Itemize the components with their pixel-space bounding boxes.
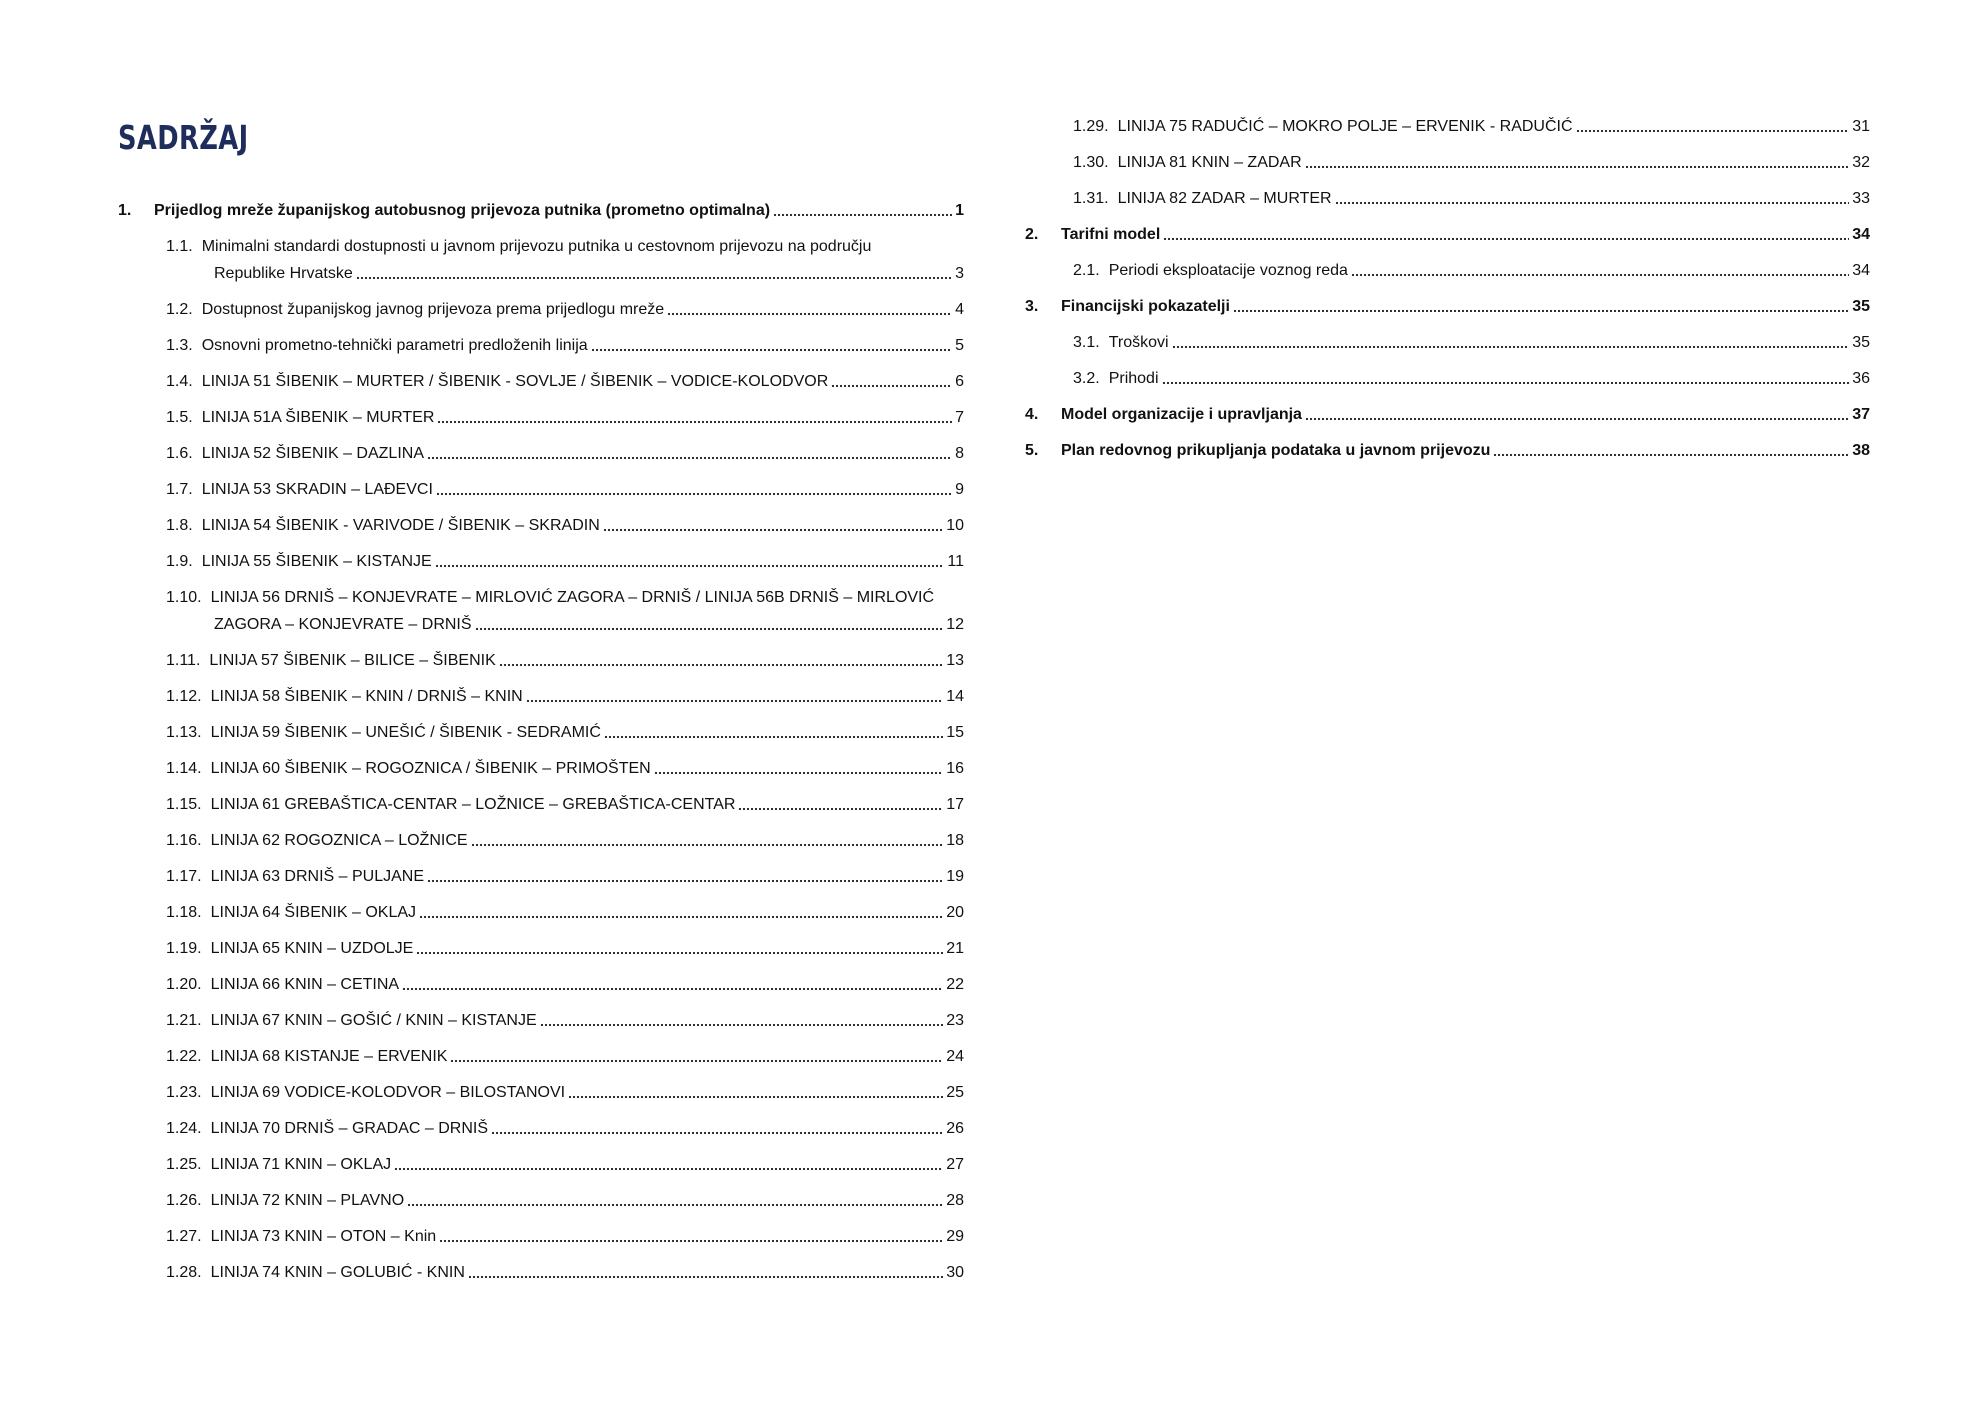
- toc-entry-title: LINIJA 51A ŠIBENIK – MURTER: [201, 409, 435, 426]
- toc-subsection-entry[interactable]: [118, 1007, 964, 1034]
- toc-entry-number: 1.27.: [166, 1228, 202, 1245]
- toc-subsection-entry[interactable]: [1025, 113, 1870, 140]
- dot-leader: [435, 564, 945, 569]
- toc-entry-page: 38: [1852, 442, 1870, 459]
- dot-leader: [667, 312, 952, 317]
- toc-entry-title: LINIJA 59 ŠIBENIK – UNEŠIĆ / ŠIBENIK - SEDRAMIĆ: [210, 724, 601, 741]
- toc-entry-page: 33: [1852, 190, 1870, 207]
- dot-leader: [526, 699, 944, 704]
- toc-entry-number: 1.15.: [166, 796, 202, 813]
- toc-entry-number: 3.1.: [1073, 334, 1100, 351]
- toc-entry-number: 1.28.: [166, 1264, 202, 1281]
- toc-entry-page: 9: [955, 481, 964, 498]
- toc-entry-page: 13: [946, 652, 964, 669]
- toc-entry-number: 1.30.: [1073, 154, 1109, 171]
- toc-entry-page: 15: [946, 724, 964, 741]
- toc-entry-title: LINIJA 57 ŠIBENIK – BILICE – ŠIBENIK: [209, 652, 496, 669]
- dot-leader: [499, 663, 943, 668]
- dot-leader: [773, 213, 952, 218]
- toc-entry-title: LINIJA 56 DRNIŠ – KONJEVRATE – MIRLOVIĆ ZAGORA – DRNIŠ / LINIJA 56B DRNIŠ – MIRLOVIĆ: [210, 589, 935, 606]
- toc-entry-number: 1.16.: [166, 832, 202, 849]
- dot-leader: [540, 1023, 944, 1028]
- toc-entry-title: Minimalni standardi dostupnosti u javnom prijevozu putnika u cestovnom prijevozu na području: [201, 238, 872, 255]
- toc-subsection-entry[interactable]: [118, 512, 964, 539]
- dot-leader: [1305, 165, 1850, 170]
- toc-entry-page: 6: [955, 373, 964, 390]
- toc-subsection-entry[interactable]: [118, 971, 964, 998]
- dot-leader: [437, 420, 952, 425]
- toc-entry-page: 17: [946, 796, 964, 813]
- dot-leader: [591, 348, 952, 353]
- dot-leader: [1172, 345, 1850, 350]
- toc-column-right: [1025, 113, 1870, 473]
- toc-column-left: [118, 197, 964, 1295]
- toc-subsection-entry[interactable]: [118, 1079, 964, 1106]
- toc-entry-title: LINIJA 51 ŠIBENIK – MURTER / ŠIBENIK - SOVLJE / ŠIBENIK – VODICE-KOLODVOR: [201, 373, 829, 390]
- dot-leader: [1233, 309, 1849, 314]
- toc-entry-number: 1.25.: [166, 1156, 202, 1173]
- toc-entry-number: 1.22.: [166, 1048, 202, 1065]
- toc-entry-number: 1.7.: [166, 481, 193, 498]
- toc-entry-title: LINIJA 62 ROGOZNICA – LOŽNICE: [210, 832, 468, 849]
- dot-leader: [1576, 129, 1850, 134]
- dot-leader: [439, 1239, 943, 1244]
- dot-leader: [436, 492, 952, 497]
- toc-subsection-entry[interactable]: [118, 404, 964, 431]
- toc-entry-title: Model organizacije i upravljanja: [1061, 406, 1302, 423]
- toc-entry-title: LINIJA 61 GREBAŠTICA-CENTAR – LOŽNICE – GREBAŠTICA-CENTAR: [210, 796, 736, 813]
- toc-entry-title: Prijedlog mreže županijskog autobusnog prijevoza putnika (prometno optimalna): [154, 202, 771, 219]
- toc-entry-title: LINIJA 52 ŠIBENIK – DAZLINA: [201, 445, 424, 462]
- toc-entry-title: LINIJA 63 DRNIŠ – PULJANE: [210, 868, 425, 885]
- toc-entry-title: LINIJA 81 KNIN – ZADAR: [1117, 154, 1302, 171]
- toc-entry-number: 1.26.: [166, 1192, 202, 1209]
- dot-leader: [416, 951, 943, 956]
- toc-entry-title: LINIJA 66 KNIN – CETINA: [210, 976, 400, 993]
- toc-entry-number: 1.10.: [166, 589, 202, 606]
- toc-entry-page: 21: [946, 940, 964, 957]
- toc-section-entry[interactable]: [1025, 293, 1870, 320]
- toc-entry-number: 1.31.: [1073, 190, 1109, 207]
- toc-entry-number: 1.: [118, 202, 132, 219]
- toc-entry-number: 2.: [1025, 226, 1039, 243]
- toc-entry-number: 1.17.: [166, 868, 202, 885]
- dot-leader: [1493, 453, 1849, 458]
- toc-subsection-entry[interactable]: [118, 1043, 964, 1070]
- toc-entry-title: LINIJA 60 ŠIBENIK – ROGOZNICA / ŠIBENIK – PRIMOŠTEN: [210, 760, 651, 777]
- toc-entry-number: 1.2.: [166, 301, 193, 318]
- toc-subsection-entry[interactable]: [1025, 329, 1870, 356]
- toc-subsection-entry[interactable]: [118, 233, 964, 287]
- toc-entry-title: LINIJA 73 KNIN – OTON – Knin: [210, 1228, 437, 1245]
- toc-entry-title: Dostupnost županijskog javnog prijevoza prema prijedlogu mreže: [201, 301, 665, 318]
- dot-leader: [831, 384, 952, 389]
- toc-subsection-entry[interactable]: [1025, 185, 1870, 212]
- toc-entry-number: 1.13.: [166, 724, 202, 741]
- toc-entry-page: 14: [946, 688, 964, 705]
- toc-entry-title: Prihodi: [1108, 370, 1159, 387]
- toc-entry-page: 24: [946, 1048, 964, 1065]
- toc-entry-title: LINIJA 68 KISTANJE – ERVENIK: [210, 1048, 448, 1065]
- toc-subsection-entry[interactable]: [118, 584, 964, 638]
- dot-leader: [738, 807, 943, 812]
- toc-entry-number: 1.4.: [166, 373, 193, 390]
- toc-entry-number: 1.5.: [166, 409, 193, 426]
- toc-subsection-entry[interactable]: [1025, 149, 1870, 176]
- toc-entry-page: 27: [946, 1156, 964, 1173]
- toc-entry-page: 31: [1852, 118, 1870, 135]
- toc-entry-title: LINIJA 67 KNIN – GOŠIĆ / KNIN – KISTANJE: [210, 1012, 537, 1029]
- toc-entry-page: 35: [1852, 334, 1870, 351]
- toc-subsection-entry[interactable]: [118, 1223, 964, 1250]
- toc-entry-page: 8: [955, 445, 964, 462]
- toc-entry-page: 34: [1852, 226, 1870, 243]
- dot-leader: [654, 771, 943, 776]
- dot-leader: [1351, 273, 1849, 278]
- toc-entry-number: 1.3.: [166, 337, 193, 354]
- toc-entry-page: 18: [946, 832, 964, 849]
- toc-entry-page: 19: [946, 868, 964, 885]
- dot-leader: [471, 843, 944, 848]
- toc-entry-title: LINIJA 75 RADUČIĆ – MOKRO POLJE – ERVENIK - RADUČIĆ: [1117, 118, 1573, 135]
- toc-subsection-entry[interactable]: [118, 827, 964, 854]
- toc-entry-title: Tarifni model: [1061, 226, 1161, 243]
- toc-subsection-entry[interactable]: [118, 935, 964, 962]
- toc-subsection-entry[interactable]: [118, 899, 964, 926]
- toc-section-entry[interactable]: [1025, 401, 1870, 428]
- dot-leader: [407, 1203, 943, 1208]
- toc-entry-number: 3.2.: [1073, 370, 1100, 387]
- toc-entry-page: 34: [1852, 262, 1870, 279]
- toc-entry-page: 4: [955, 301, 964, 318]
- toc-entry-page: 7: [955, 409, 964, 426]
- toc-entry-title: LINIJA 69 VODICE-KOLODVOR – BILOSTANOVI: [210, 1084, 566, 1101]
- dot-leader: [604, 735, 943, 740]
- toc-entry-page: 25: [946, 1084, 964, 1101]
- dot-leader: [1163, 237, 1849, 242]
- toc-subsection-entry[interactable]: [118, 440, 964, 467]
- toc-entry-number: 4.: [1025, 406, 1039, 423]
- toc-entry-page: 35: [1852, 298, 1870, 315]
- toc-entry-number: 1.11.: [166, 652, 201, 669]
- toc-entry-number: 1.6.: [166, 445, 193, 462]
- toc-entry-page: 16: [946, 760, 964, 777]
- toc-entry-page: 3: [955, 265, 964, 282]
- toc-subsection-entry[interactable]: [1025, 365, 1870, 392]
- toc-entry-title: LINIJA 82 ZADAR – MURTER: [1117, 190, 1332, 207]
- toc-entry-title: LINIJA 72 KNIN – PLAVNO: [210, 1192, 405, 1209]
- toc-entry-page: 28: [946, 1192, 964, 1209]
- dot-leader: [356, 276, 952, 281]
- toc-subsection-entry[interactable]: [1025, 257, 1870, 284]
- toc-entry-page: 20: [946, 904, 964, 921]
- toc-entry-page: 11: [947, 553, 964, 570]
- toc-subsection-entry[interactable]: [118, 719, 964, 746]
- toc-subsection-entry[interactable]: [118, 863, 964, 890]
- toc-entry-page: 22: [946, 976, 964, 993]
- toc-subsection-entry[interactable]: [118, 1259, 964, 1286]
- toc-entry-title: LINIJA 53 SKRADIN – LAĐEVCI: [201, 481, 433, 498]
- toc-entry-number: 5.: [1025, 442, 1039, 459]
- dot-leader: [568, 1095, 943, 1100]
- toc-entry-title: LINIJA 74 KNIN – GOLUBIĆ - KNIN: [210, 1264, 465, 1281]
- dot-leader: [427, 456, 952, 461]
- toc-entry-number: 2.1.: [1073, 262, 1100, 279]
- dot-leader: [419, 915, 943, 920]
- dot-leader: [1162, 381, 1850, 386]
- toc-entry-page: 36: [1852, 370, 1870, 387]
- toc-entry-page: 23: [946, 1012, 964, 1029]
- toc-subsection-entry[interactable]: [118, 548, 964, 575]
- toc-entry-title-continued: ZAGORA – KONJEVRATE – DRNIŠ: [214, 616, 472, 633]
- toc-entry-title: LINIJA 65 KNIN – UZDOLJE: [210, 940, 414, 957]
- toc-entry-number: 1.9.: [166, 553, 193, 570]
- toc-entry-title: LINIJA 54 ŠIBENIK - VARIVODE / ŠIBENIK – SKRADIN: [201, 517, 600, 534]
- dot-leader: [603, 528, 943, 533]
- toc-entry-number: 1.21.: [166, 1012, 202, 1029]
- toc-subsection-entry[interactable]: [118, 1115, 964, 1142]
- dot-leader: [402, 987, 943, 992]
- toc-subsection-entry[interactable]: [118, 647, 964, 674]
- toc-entry-page: 26: [946, 1120, 964, 1137]
- toc-entry-page: 1: [955, 202, 964, 219]
- toc-entry-number: 1.24.: [166, 1120, 202, 1137]
- dot-leader: [468, 1275, 943, 1280]
- toc-entry-number: 1.18.: [166, 904, 202, 921]
- dot-leader: [450, 1059, 943, 1064]
- toc-entry-number: 1.19.: [166, 940, 202, 957]
- toc-entry-title: Financijski pokazatelji: [1061, 298, 1230, 315]
- toc-subsection-entry[interactable]: [118, 755, 964, 782]
- page-title: SADRŽAJ: [118, 118, 249, 157]
- toc-entry-page: 10: [946, 517, 964, 534]
- toc-entry-number: 1.23.: [166, 1084, 202, 1101]
- toc-entry-number: 1.1.: [166, 238, 193, 255]
- dot-leader: [1335, 201, 1850, 206]
- toc-entry-page: 32: [1852, 154, 1870, 171]
- toc-section-entry[interactable]: [118, 197, 964, 224]
- toc-entry-page: 37: [1852, 406, 1870, 423]
- toc-entry-title: LINIJA 64 ŠIBENIK – OKLAJ: [210, 904, 417, 921]
- toc-subsection-entry[interactable]: [118, 476, 964, 503]
- dot-leader: [475, 627, 944, 632]
- toc-entry-title: Periodi eksploatacije voznog reda: [1108, 262, 1348, 279]
- toc-entry-number: 1.20.: [166, 976, 202, 993]
- toc-entry-title: Plan redovnog prikupljanja podataka u javnom prijevozu: [1061, 442, 1491, 459]
- toc-entry-number: 1.12.: [166, 688, 202, 705]
- toc-section-entry[interactable]: [1025, 221, 1870, 248]
- toc-entry-number: 3.: [1025, 298, 1039, 315]
- dot-leader: [394, 1167, 943, 1172]
- toc-subsection-entry[interactable]: [118, 332, 964, 359]
- toc-entry-title-continued: Republike Hrvatske: [214, 265, 353, 282]
- toc-entry-title: Osnovni prometno-tehnički parametri predloženih linija: [201, 337, 588, 354]
- toc-entry-title: LINIJA 58 ŠIBENIK – KNIN / DRNIŠ – KNIN: [210, 688, 523, 705]
- toc-subsection-entry[interactable]: [118, 1151, 964, 1178]
- toc-entry-title: Troškovi: [1108, 334, 1169, 351]
- toc-subsection-entry[interactable]: [118, 368, 964, 395]
- toc-subsection-entry[interactable]: [118, 1187, 964, 1214]
- dot-leader: [1305, 417, 1849, 422]
- toc-subsection-entry[interactable]: [118, 683, 964, 710]
- toc-section-entry[interactable]: [1025, 437, 1870, 464]
- toc-entry-page: 29: [946, 1228, 964, 1245]
- toc-entry-page: 30: [946, 1264, 964, 1281]
- toc-entry-page: 5: [955, 337, 964, 354]
- dot-leader: [491, 1131, 943, 1136]
- dot-leader: [427, 879, 943, 884]
- toc-entry-number: 1.14.: [166, 760, 202, 777]
- toc-entry-title: LINIJA 55 ŠIBENIK – KISTANJE: [201, 553, 432, 570]
- toc-entry-title: LINIJA 70 DRNIŠ – GRADAC – DRNIŠ: [210, 1120, 489, 1137]
- toc-entry-title: LINIJA 71 KNIN – OKLAJ: [210, 1156, 392, 1173]
- toc-subsection-entry[interactable]: [118, 296, 964, 323]
- toc-entry-number: 1.8.: [166, 517, 193, 534]
- toc-entry-number: 1.29.: [1073, 118, 1109, 135]
- toc-entry-page: 12: [946, 616, 964, 633]
- toc-subsection-entry[interactable]: [118, 791, 964, 818]
